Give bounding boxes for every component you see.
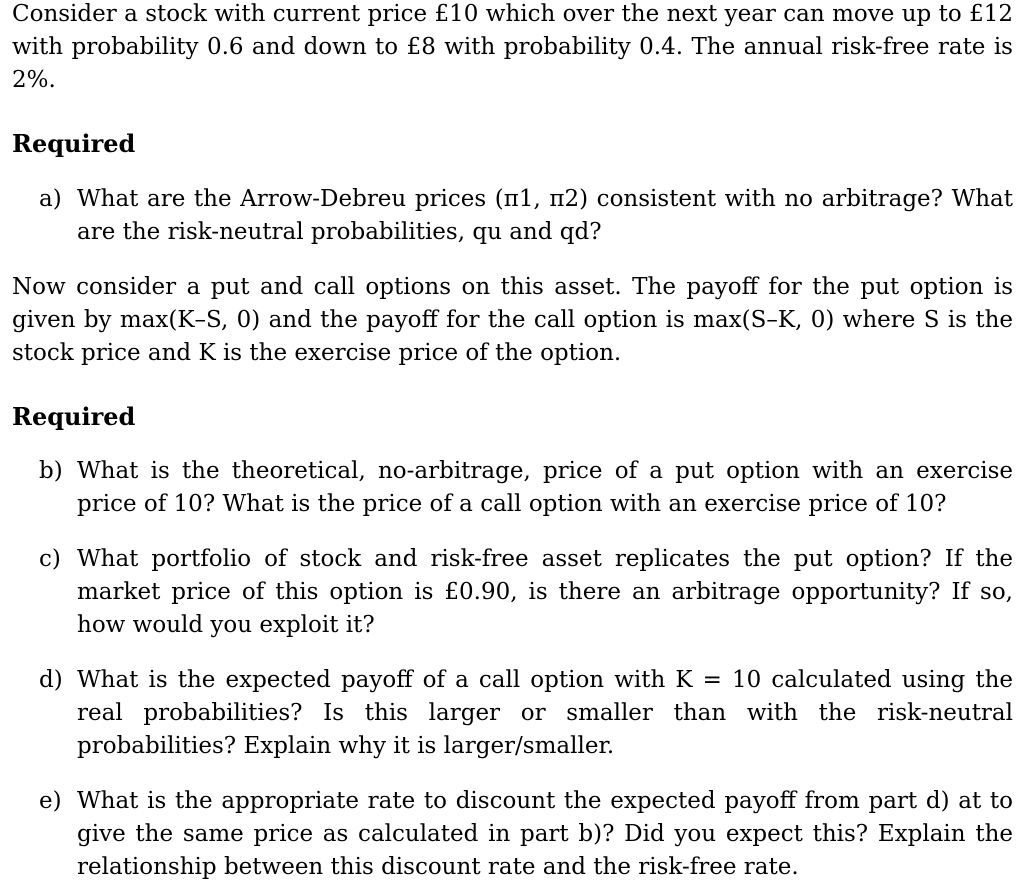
question-e-text: What is the appropriate rate to discount the expected payoff from part d) at to give the same price as calculated in part b)? Did you expect this? Explain the relationship between this discount rate and the risk-free rate. [77,788,1013,880]
options-paragraph: Now consider a put and call options on this asset. The payoff for the put option is given by max(K–S, 0) and the payoff for the call option is max(S–K, 0) where S is the stock price and K is the exercise price of the option. [12,274,1013,366]
question-e [12,785,1013,884]
question-e-label: e) [39,788,62,814]
question-d-label: d) [39,667,63,693]
question-c-text: What portfolio of stock and risk-free asset replicates the put option? If the market price of this option is £0.90, is there an arbitrage opportunity? If so, how would you exploit it? [77,546,1013,638]
question-d [12,664,1013,763]
required-heading-1: Required [12,129,136,158]
question-a [12,183,1013,249]
question-list-2 [12,455,1013,884]
question-a-text: What are the Arrow-Debreu prices (π1, π2) consistent with no arbitrage? What are the risk-neutral probabilities, qu and qd? [77,186,1013,245]
question-list-1 [12,183,1013,249]
question-d-text: What is the expected payoff of a call option with K = 10 calculated using the real probabilities? Is this larger or smaller than with the risk-neutral probabilities? Explain why it is larger/smaller. [77,667,1013,759]
question-b-text: What is the theoretical, no-arbitrage, price of a put option with an exercise price of 10? What is the price of a call option with an exercise price of 10? [77,458,1013,517]
intro-paragraph: Consider a stock with current price £10 which over the next year can move up to £12 with probability 0.6 and down to £8 with probability 0.4. The annual risk-free rate is 2%. [12,1,1013,93]
question-c [12,543,1013,642]
question-b-label: b) [39,458,63,484]
question-a-label: a) [39,186,62,212]
question-b [12,455,1013,521]
required-heading-2: Required [12,402,136,431]
question-c-label: c) [39,546,61,572]
